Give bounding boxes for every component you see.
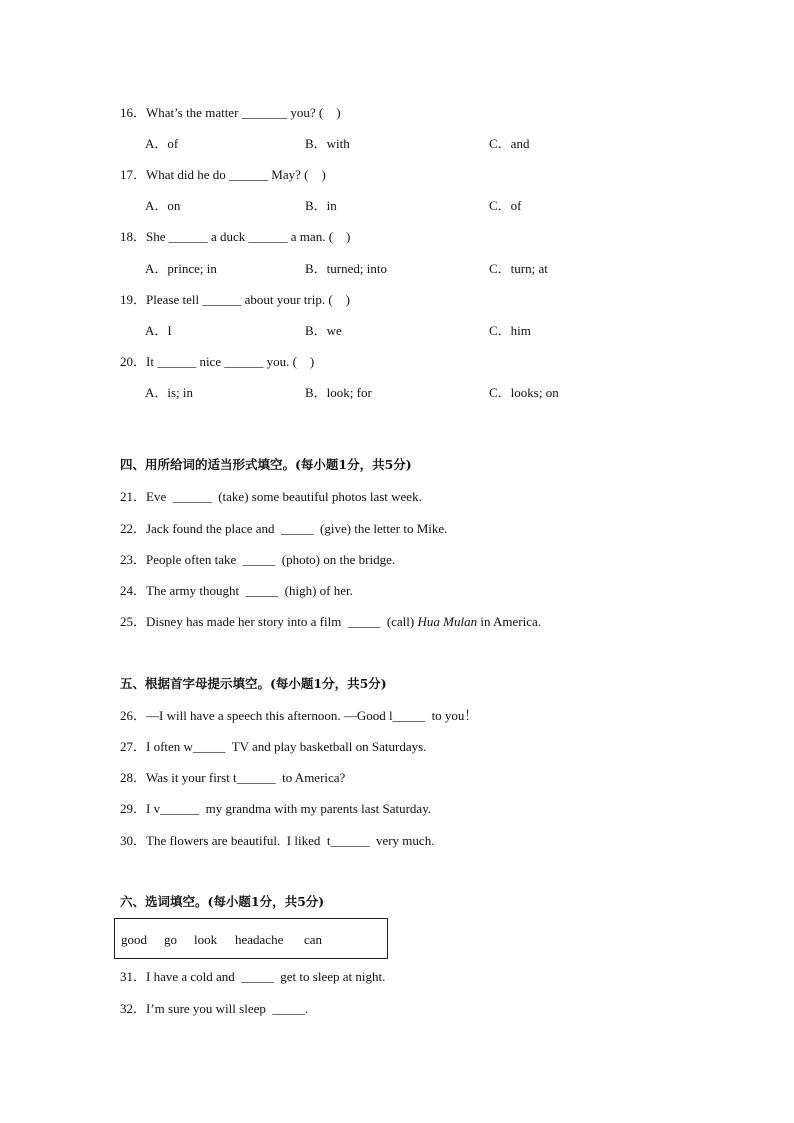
option-a: A．I [145,323,172,338]
question-17-stem: 17．What did he do ______ May? ( ) [120,167,326,182]
option-c: C．turn; at [489,261,548,276]
option-b: B．turned; into [305,261,387,276]
question-16-options [145,136,665,152]
word-bank-item: go [164,932,177,947]
option-a: A．of [145,136,179,151]
question-19-stem: 19．Please tell ______ about your trip. ( ) [120,292,350,307]
question-28: 28．Was it your first t______ to America? [120,770,346,785]
question-25-italic-title: Hua Mulan [417,614,478,629]
question-16-stem: 16．What’s the matter _______ you? ( ) [120,105,341,120]
word-bank-item: can [304,932,323,947]
option-c: C．looks; on [489,385,559,400]
option-b: B．in [305,198,337,213]
question-26: 26．—I will have a speech this afternoon. —Good l_____ to you！ [120,708,478,723]
question-30: 30．The flowers are beautiful. I liked t______ very much. [120,833,435,848]
option-b: B．look; for [305,385,372,400]
word-bank-item: look [194,932,218,947]
question-21: 21．Eve ______ (take) some beautiful photos last week. [120,489,422,504]
option-b: B．with [305,136,350,151]
question-25-tail: in America. [477,614,541,629]
section-5-heading: 五、根据首字母提示填空。(每小题1分，共5分) [120,676,387,691]
option-a: A．is; in [145,385,194,400]
section-4-heading: 四、用所给词的适当形式填空。(每小题1分，共5分) [120,457,412,472]
word-bank-item: headache [235,932,284,947]
question-19-options [145,323,665,339]
option-c: C．and [489,136,530,151]
question-29: 29．I v______ my grandma with my parents last Saturday. [120,801,432,816]
question-24: 24．The army thought _____ (high) of her. [120,583,353,598]
option-c: C．him [489,323,531,338]
question-18-options [145,261,665,277]
option-c: C．of [489,198,522,213]
question-22: 22．Jack found the place and _____ (give) the letter to Mike. [120,521,448,536]
question-20-options [145,385,665,401]
option-b: B．we [305,323,342,338]
section-6-heading: 六、选词填空。(每小题1分，共5分) [120,894,325,909]
option-a: A．on [145,198,181,213]
question-31: 31．I have a cold and _____ get to sleep at night. [120,969,386,984]
word-bank-box [114,918,388,959]
option-a: A．prince; in [145,261,217,276]
question-17-options [145,198,665,214]
question-25 [120,614,541,630]
question-20-stem: 20．It ______ nice ______ you. ( ) [120,354,315,369]
word-bank-item: good [121,932,147,947]
question-18-stem: 18．She ______ a duck ______ a man. ( ) [120,229,351,244]
question-23: 23．People often take _____ (photo) on the bridge. [120,552,396,567]
question-25-text: 25．Disney has made her story into a film _____ (call) [120,614,418,629]
question-32: 32．I’m sure you will sleep _____. [120,1001,309,1016]
question-27: 27．I often w_____ TV and play basketball on Saturdays. [120,739,427,754]
